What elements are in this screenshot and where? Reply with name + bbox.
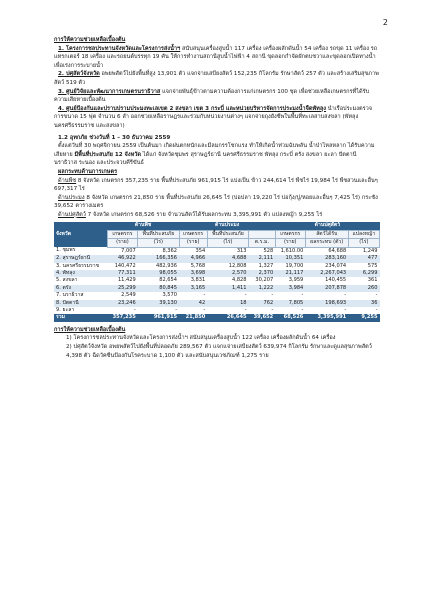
value-cell: 2,570 (207, 270, 248, 277)
value-cell: - (275, 307, 305, 314)
value-cell: 3,570 (138, 292, 179, 299)
table-row (54, 300, 380, 307)
damage-table (54, 222, 380, 321)
value-cell: 3,165 (179, 285, 207, 292)
value-cell: - (207, 292, 248, 299)
value-cell: 482,936 (138, 263, 179, 270)
value-cell: - (348, 307, 379, 314)
group-crops-header: ด้านพืช (107, 222, 179, 230)
value-cell: 961,915 (138, 314, 179, 321)
document-body (54, 36, 380, 360)
value-cell: 357,235 (107, 314, 138, 321)
value-cell: 198,693 (305, 300, 348, 307)
aid-item-lead: 2. ปศุสัตว์จังหวัด (58, 71, 100, 78)
province-cell: 6. ตรัง (54, 285, 107, 292)
value-cell: - (107, 307, 138, 314)
page-number: 2 (382, 18, 388, 27)
table-row (54, 270, 380, 277)
impact-label: ด้านพืช (58, 177, 77, 184)
impact-text: 7 จังหวัด เกษตรกร 68,526 ราย จำนวนสัตว์ได้รับผลกระทบ 3,395,991 ตัว แปลงหญ้า 9,255 ไร่ (85, 211, 323, 218)
value-cell: 39,130 (138, 300, 179, 307)
table-row (54, 255, 380, 262)
value-cell: - (305, 292, 348, 299)
col-province-header: จังหวัด (54, 222, 107, 247)
value-cell: 4,828 (207, 277, 248, 284)
value-cell: 260 (348, 285, 379, 292)
sub-header-cell: พื้นที่ประสบภัย (138, 230, 179, 238)
value-cell: 354 (179, 247, 207, 255)
aid-item (54, 88, 380, 105)
value-cell: 11,429 (107, 277, 138, 284)
table-body (54, 247, 380, 322)
value-cell: - (207, 307, 248, 314)
value-cell: 1,249 (348, 247, 379, 255)
table-row (54, 292, 380, 299)
aid-item (54, 105, 380, 131)
group-livestock-header: ด้านปศุสัตว์ (275, 222, 379, 230)
table-group-header (54, 222, 380, 230)
value-cell: 3,395,991 (305, 314, 348, 321)
impact-label: ด้านประมง (58, 194, 85, 201)
impact-fishery (54, 194, 380, 211)
value-cell: 140,472 (107, 263, 138, 270)
value-cell: 7,007 (107, 247, 138, 255)
impact-crops (54, 177, 380, 194)
value-cell: 6,299 (348, 270, 379, 277)
next-aid-item: 2) ปศุสัตว์จังหวัด อพยพสัตว์ไปยังพื้นที่ปลอดภัย 289,567 ตัว แจกแจ่ายเสบียงสัตว์ 639,974 กิโลกรัม รักษาและดูแลสุขภาพสัตว์ 4,398 ตัว ฉีดวัคซีนป้องกันโรคระบาด 1,100 ตัว และสนับสนุนเวชภัณฑ์ 1,275 ราย (66, 343, 372, 359)
value-cell: 4,966 (179, 255, 207, 262)
value-cell: 2,111 (249, 255, 276, 262)
unit-header-cell: ผลกระทบ (ตัว) (305, 239, 348, 247)
value-cell: 1,411 (207, 285, 248, 292)
province-cell: รวม (54, 314, 107, 321)
province-cell: 4. พัทลุง (54, 270, 107, 277)
value-cell: 4,688 (207, 255, 248, 262)
value-cell: 12,808 (207, 263, 248, 270)
aid-item-lead: 3. ศูนย์วิจัยและพัฒนาการเกษตรนราธิวาส (58, 88, 161, 95)
sub-header-cell: แปลงหญ้า (348, 230, 379, 238)
value-cell: 3,698 (179, 270, 207, 277)
group-fishery-header: ด้านประมง (179, 222, 275, 230)
aid-item-text: อพยพสัตว์ไปยังพื้นที่สูง 13,901 ตัว แจกจ่ายเสบียงสัตว์ 152,235 กิโลกรัม รักษาสัตว์ 257 ตัว และสร้างเสริมสุขภาพสัตว์ 519 ตัว (54, 71, 379, 86)
value-cell: - (249, 307, 276, 314)
value-cell: 21,850 (179, 314, 207, 321)
value-cell: 9,255 (348, 314, 379, 321)
value-cell: 477 (348, 255, 379, 262)
province-cell: 5. สงขลา (54, 277, 107, 284)
aid-item-lead: 1. โครงการชลประทานจังหวัดและโครงการส่งน้ำฯ (58, 45, 181, 52)
value-cell: 10,351 (275, 255, 305, 262)
value-cell: 3,831 (179, 277, 207, 284)
value-cell: 3,984 (275, 285, 305, 292)
impact-text: 8 จังหวัด เกษตรกร 21,850 ราย พื้นที่ประสบภัย 26,645 ไร่ (บ่อปลา 19,220 ไร่ บ่อกุ้ง/ปู/หอยและอื่นๆ 7,425 ไร่) กระชัง 39,652 ตารางเมตร (54, 194, 378, 210)
value-cell: 30,207 (249, 277, 276, 284)
value-cell: 82,654 (138, 277, 179, 284)
value-cell: 77,311 (107, 270, 138, 277)
value-cell: 8,362 (138, 247, 179, 255)
impact-text: 8 จังหวัด เกษตรกร 357,235 ราย พื้นที่ประสบภัย 961,915 ไร่ แบ่งเป็น ข้าว 244,614 ไร่ พืชไร่ 19,984 ไร่ พืชสวนและอื่นๆ 697,317 ไร่ (54, 177, 378, 193)
aid-item-text: สนับสนุนเครื่องสูบน้ำ 117 เครื่อง เครื่องผลักดันน้ำ 54 เครื่อง รถขุด 11 เครื่อง รถแทรกเตอร์ 18 เครื่อง และรถยนต์บรรทุก 19 คัน ให้การทำงานสถานีสูบน้ำไฟฟ้า 4 สถานี ขุดลอกกำจัดผักตบชวาและขุดลอกเปิดทางน้ำ เพื่อเร่งการระบายน้ำ (54, 45, 378, 69)
province-cell: 2. สุราษฎร์ธานี (54, 255, 107, 262)
value-cell: 1,610.00 (275, 247, 305, 255)
unit-header-cell: (ราย) (275, 239, 305, 247)
province-cell: 8. ปัตตานี (54, 300, 107, 307)
value-cell: 207,878 (305, 285, 348, 292)
value-cell: 18 (207, 300, 248, 307)
value-cell: 166,356 (138, 255, 179, 262)
value-cell: 528 (249, 247, 276, 255)
value-cell: 2,370 (249, 270, 276, 277)
value-cell: 361 (348, 277, 379, 284)
section-heading-aid: การให้ความช่วยเหลือเบื้องต้น (54, 37, 126, 43)
value-cell: - (275, 292, 305, 299)
value-cell: 36 (348, 300, 379, 307)
value-cell: 313 (207, 247, 248, 255)
aid-item-lead: 4. ศูนย์ป้องกันและปราบปรามประมงทะเลเขต 2 สงขลา เขต 3 กระบี่ และหน่วยบริหารจัดการประมงน้ำจืดพัทลุง (58, 105, 327, 112)
sub-header-cell: เกษตรกร (179, 230, 207, 238)
table-total-row (54, 314, 380, 321)
aid-item (54, 70, 380, 87)
aid-item-text: แจกจ่ายพันธุ์ข้าวตามความต้องการแก่เกษตรกร 100 ชุด เพื่อช่วยเหลือเกษตรกรที่ได้รับความเสียหายเบื้องต้น (54, 88, 370, 104)
value-cell: 26,645 (207, 314, 248, 321)
table-row (54, 263, 380, 270)
table-row (54, 247, 380, 255)
value-cell: - (305, 307, 348, 314)
value-cell: 762 (249, 300, 276, 307)
unit-header-cell: (ราย) (107, 239, 138, 247)
value-cell: 234,074 (305, 263, 348, 270)
value-cell: 140,455 (305, 277, 348, 284)
unit-header-cell: (ไร่) (348, 239, 379, 247)
value-cell: 575 (348, 263, 379, 270)
sub-header-cell: สัตว์ได้รับ (305, 230, 348, 238)
unit-header-cell: ต.ร.ม. (249, 239, 276, 247)
value-cell: 42 (179, 300, 207, 307)
value-cell: 46,922 (107, 255, 138, 262)
value-cell: - (249, 292, 276, 299)
value-cell: 283,160 (305, 255, 348, 262)
value-cell: 7,805 (275, 300, 305, 307)
flood-intro-text: ตั้งแต่วันที่ 30 พฤศจิกายน 2559 เป็นต้นมา เกิดฝนตกหนักและมีลมกรรโชกแรง ทำให้เกิดน้ำท่วมฉับพลัน น้ำป่าไหลหลาก ได้รับความเสียหาย (54, 143, 375, 158)
unit-header-cell: (ไร่) (207, 239, 248, 247)
province-cell: 9. ยะลา (54, 307, 107, 314)
value-cell: 3,959 (275, 277, 305, 284)
value-cell: - (179, 292, 207, 299)
province-cell: 1. ชุมพร (54, 247, 107, 255)
section-heading-next-aid: การให้ความช่วยเหลือเบื้องต้น (54, 326, 126, 333)
sub-header-cell (249, 230, 276, 238)
sub-heading-flood: 1.2 อุทกภัย ช่วงวันที่ 1 – 30 ธันวาคม 2559 (58, 134, 171, 141)
value-cell: 25,299 (107, 285, 138, 292)
aid-item (54, 45, 380, 71)
value-cell: - (179, 307, 207, 314)
value-cell: 1,327 (249, 263, 276, 270)
flood-intro-highlight: มีพื้นที่ประสบภัย 12 จังหวัด (74, 151, 142, 158)
province-cell: 3. นครศรีธรรมราช (54, 263, 107, 270)
value-cell: 19,700 (275, 263, 305, 270)
table-row (54, 307, 380, 314)
table-row (54, 277, 380, 284)
value-cell: 64,688 (305, 247, 348, 255)
value-cell: 21,117 (275, 270, 305, 277)
value-cell: - (138, 307, 179, 314)
value-cell: 23,246 (107, 300, 138, 307)
province-cell: 7. นราธิวาส (54, 292, 107, 299)
unit-header-cell: (ราย) (179, 239, 207, 247)
table-row (54, 285, 380, 292)
sub-header-cell: เกษตรกร (275, 230, 305, 238)
next-aid-item: 1) โครงการชลประทานจังหวัดและโครงการส่งน้ำฯ สนับสนุนเครื่องสูบน้ำ 122 เครื่อง เครื่องผลักดันน้ำ 64 เครื่อง (66, 335, 336, 342)
aid-item-text: นำเรือประมงตรวจการขนาด 15 ฟุต จำนวน 6 ลำ ออกช่วยเหลือราษฎรและร่วมกับหน่วยงานต่างๆ แจกจ่ายถุงยังชีพในพื้นที่ทะเลสาบสงขลา (พัทลุง นครศรีธรรมราช และสงขลา) (54, 105, 373, 129)
sub-header-cell: พื้นที่ประสบภัย (207, 230, 248, 238)
sub-header-cell: เกษตรกร (107, 230, 138, 238)
flood-intro (54, 142, 380, 168)
flood-intro-provinces: ได้แก่ จังหวัดชุมพร สุราษฎร์ธานี นครศรีธรรมราช พัทลุง กระบี่ ตรัง สงขลา ยะลา ปัตตานี นราธิวาส ระนอง และประจวบคีรีขันธ์ (54, 151, 357, 167)
value-cell: 2,267,043 (305, 270, 348, 277)
value-cell: 98,055 (138, 270, 179, 277)
unit-header-cell: (ไร่) (138, 239, 179, 247)
value-cell: 1,222 (249, 285, 276, 292)
value-cell: 68,526 (275, 314, 305, 321)
impact-livestock (54, 211, 380, 220)
value-cell: 39,652 (249, 314, 276, 321)
value-cell: 80,845 (138, 285, 179, 292)
value-cell: 2,549 (107, 292, 138, 299)
impact-heading: ผลกระทบด้านการเกษตร (58, 168, 118, 175)
value-cell: - (348, 292, 379, 299)
value-cell: 5,768 (179, 263, 207, 270)
impact-label: ด้านปศุสัตว์ (58, 211, 86, 218)
